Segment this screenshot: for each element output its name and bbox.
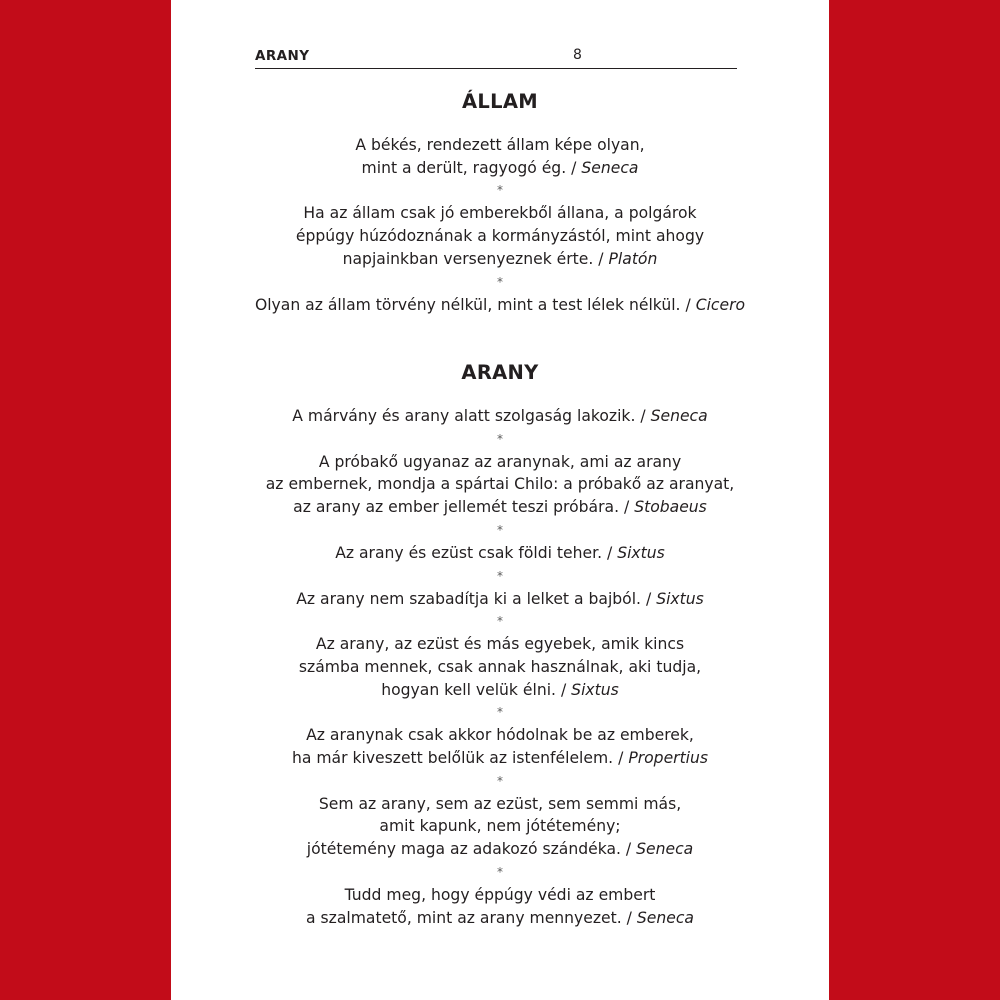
quote-text: Az arany és ezüst csak földi teher. / xyxy=(335,543,618,562)
quote-author: Seneca xyxy=(636,908,694,927)
quote xyxy=(171,134,829,179)
asterisk-separator: * xyxy=(497,431,503,446)
quote-author: Stobaeus xyxy=(634,498,707,517)
quote-list xyxy=(171,134,829,316)
quote-text: Olyan az állam törvény nélkül, mint a test lélek nélkül. / xyxy=(254,295,696,314)
quote-line xyxy=(171,588,829,611)
quote-text: éppúgy húzódoznának a kormányzástól, mint ahogy xyxy=(295,227,705,246)
quote-text: Ha az állam csak jó emberekből állana, a polgárok xyxy=(303,204,697,223)
quote xyxy=(171,202,829,270)
quote-text: hogyan kell velük élni. / xyxy=(381,680,572,699)
quote-line xyxy=(171,724,829,747)
quote-text: a szalmatető, mint az arany mennyezet. / xyxy=(306,908,637,927)
quote-text: Az arany nem szabadítja ki a lelket a bajból. / xyxy=(296,589,657,608)
quote-text: A próbakő ugyanaz az aranynak, ami az arany xyxy=(318,452,682,471)
quote-line xyxy=(171,679,829,702)
quote xyxy=(171,294,829,317)
quote xyxy=(171,884,829,929)
asterisk-separator: * xyxy=(497,614,503,629)
section-heading: ARANY xyxy=(461,361,539,384)
quote-text: Az arany, az ezüst és más egyebek, amik kincs xyxy=(315,635,685,654)
quote-author: Cicero xyxy=(695,295,746,314)
quote-text: amit kapunk, nem jótétemény; xyxy=(379,817,621,836)
quote-line xyxy=(171,656,829,679)
quote-line xyxy=(171,747,829,770)
quote-line xyxy=(171,225,829,248)
quote-line xyxy=(171,134,829,157)
quote xyxy=(171,724,829,769)
quote-text: az embernek, mondja a spártai Chilo: a próbakő az aranyat, xyxy=(265,475,735,494)
quote-author: Seneca xyxy=(581,158,639,177)
section-arany xyxy=(171,361,829,929)
quote-line xyxy=(171,294,829,317)
quote-author: Sixtus xyxy=(656,589,704,608)
quote xyxy=(171,633,829,701)
quote xyxy=(171,405,829,428)
quote-text: Sem az arany, sem az ezüst, sem semmi más, xyxy=(318,794,682,813)
quote-line xyxy=(171,815,829,838)
quote-author: Sixtus xyxy=(571,680,619,699)
asterisk-separator: * xyxy=(497,864,503,879)
page-number: 8 xyxy=(573,47,582,63)
running-head-title: ARANY xyxy=(255,48,310,64)
asterisk-separator: * xyxy=(497,183,503,198)
quote xyxy=(171,451,829,519)
quote-line xyxy=(171,633,829,656)
quote-author: Propertius xyxy=(628,749,709,768)
quote-line xyxy=(171,496,829,519)
section-heading: ÁLLAM xyxy=(462,90,538,113)
quote-line xyxy=(171,542,829,565)
quote-text: mint a derült, ragyogó ég. / xyxy=(361,158,582,177)
quote-line xyxy=(171,405,829,428)
quote-line xyxy=(171,838,829,861)
quote-author: Seneca xyxy=(650,407,708,425)
asterisk-separator: * xyxy=(497,568,503,583)
quote-author: Seneca xyxy=(636,840,694,859)
quote-text: jótétemény maga az adakozó szándéka. / xyxy=(306,840,637,859)
quote-line xyxy=(171,157,829,180)
asterisk-separator: * xyxy=(497,522,503,537)
quote-text: A márvány és arany alatt szolgaság lakozik. / xyxy=(292,407,651,425)
quote-text: A békés, rendezett állam képe olyan, xyxy=(355,136,645,154)
quote xyxy=(171,542,829,565)
quote-line xyxy=(171,248,829,271)
quote-line xyxy=(171,451,829,474)
book-page xyxy=(171,0,829,1000)
quote-text: az arany az ember jellemét teszi próbára. / xyxy=(293,498,635,517)
asterisk-separator: * xyxy=(497,705,503,720)
quote-text: Tudd meg, hogy éppúgy védi az embert xyxy=(344,885,656,904)
quote-line xyxy=(171,907,829,930)
quote xyxy=(171,588,829,611)
quote-author: Platón xyxy=(608,249,658,268)
quote-text: Az aranynak csak akkor hódolnak be az emberek, xyxy=(306,726,694,745)
running-head xyxy=(255,48,737,69)
quote-line xyxy=(171,884,829,907)
quote-text: számba mennek, csak annak használnak, aki tudja, xyxy=(298,657,702,676)
quote-line xyxy=(171,793,829,816)
quote-text: ha már kiveszett belőlük az istenfélelem. / xyxy=(291,749,629,768)
quote-author: Sixtus xyxy=(617,543,665,562)
quote-line xyxy=(171,473,829,496)
asterisk-separator: * xyxy=(497,274,503,289)
quote-line xyxy=(171,202,829,225)
quote-text: napjainkban versenyeznek érte. / xyxy=(342,249,609,268)
section-allam xyxy=(171,90,829,316)
quote xyxy=(171,793,829,861)
quote-list xyxy=(171,405,829,929)
asterisk-separator: * xyxy=(497,773,503,788)
